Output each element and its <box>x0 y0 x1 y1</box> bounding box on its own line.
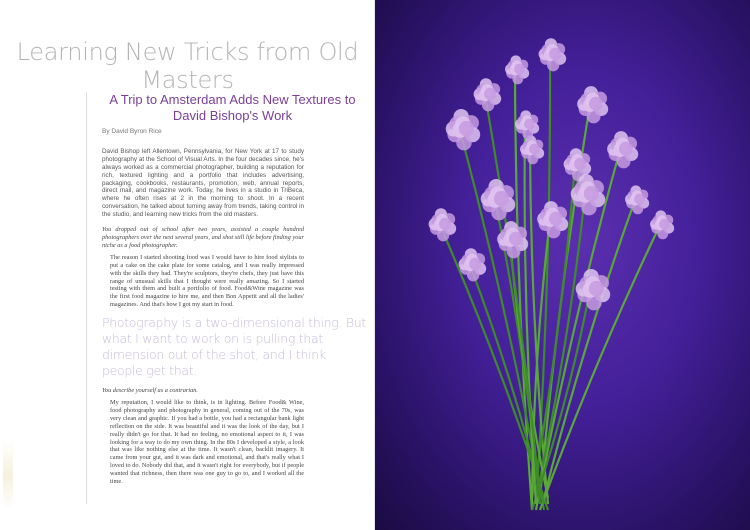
chive-flower <box>429 208 457 241</box>
pull-quote: Photography is a two-dimensional thing. But what I want to work on is pulling that dimension out of the shot, and I think people get that. <box>102 315 366 379</box>
chive-stem <box>540 225 660 510</box>
chive-flower <box>539 38 567 71</box>
chive-stem <box>544 200 635 498</box>
chive-flower <box>625 185 649 214</box>
chive-blossoms-photo <box>375 0 750 530</box>
chive-flower <box>505 55 529 84</box>
chive-flower <box>481 179 515 220</box>
interview-question: You dropped out of school after two years, assisted a couple hundred photographers over the next several years, and shot still life before finding your niche as a food photographer. <box>102 226 304 249</box>
interview-answer: The reason I started shooting food was I would have to hire food stylists to put a cake on the cake plate for some catalog, and I was really impressed with the skills they had. They're sculptors, they're chefs, they just have this range of unusual skills that I thought were really amazing. So I started testing with them and built a portfolio of food. Food&Wine magazine was the first food magazine to hire me, and then Bon Appetit and all the ladies' magazines. And that's how I got my start in food. <box>110 253 304 309</box>
column-rule <box>86 92 87 504</box>
chive-flower <box>537 201 568 238</box>
intro-paragraph: David Bishop left Allentown, Pennsylvania, for New York at 17 to study photography at the School of Visual Arts. In the four decades since, he's always worked as a commercial photographer, building a reputation for rich, textured lighting and a portfolio that includes advertising, packaging, cookbooks, restaurants, promotion, web, annual reports, direct mail, and magazine work. Today, he lives in a studio in TriBeca, where he often rises at 2 in the morning to shoot. In a recent conversation, he talked about turning away from trends, taking control in the studio, and learning new tricks from the old masters. <box>102 147 304 219</box>
folio-decoration <box>3 440 13 510</box>
article-column <box>102 128 366 486</box>
chive-flower <box>515 110 539 139</box>
chive-flower <box>497 221 528 258</box>
article-subtitle: A Trip to Amsterdam Adds New Textures to David Bishop's Work <box>109 92 356 123</box>
article-title: Learning New Tricks from Old Masters <box>16 38 359 94</box>
interview-answer: My reputation, I would like to think, is in lighting. Before Food& Wine, food photography and photography in general, coming out of the 70s, was very clean and graphic. If you had a bottle, you had a rectangular bank light reflection on the side. It was beautiful and it was the look of the day, but I really didn't go for that. It had no feeling, no emotional aspect to it, I was looking for a way to do my own thing. In the 80s I developed a style, a look that was like nothing else at the time. It wasn't clean, backlit imagery. It came from your gut, and it was dark and emotional, and that's really what I loved to do. Nobody did that, and it wasn't right for everybody, but if people wanted that richness, then there was one guy to go to, and I worked all the time. <box>110 399 304 486</box>
chive-flower <box>650 210 674 239</box>
chive-flower <box>474 78 502 111</box>
chive-flower <box>446 109 480 150</box>
chive-flower <box>607 131 638 168</box>
interview-question: You describe yourself as a contrarian. <box>102 387 198 395</box>
byline: By David Byron Rice <box>102 128 162 135</box>
chive-flower <box>577 86 608 123</box>
chive-illustration <box>375 0 750 530</box>
